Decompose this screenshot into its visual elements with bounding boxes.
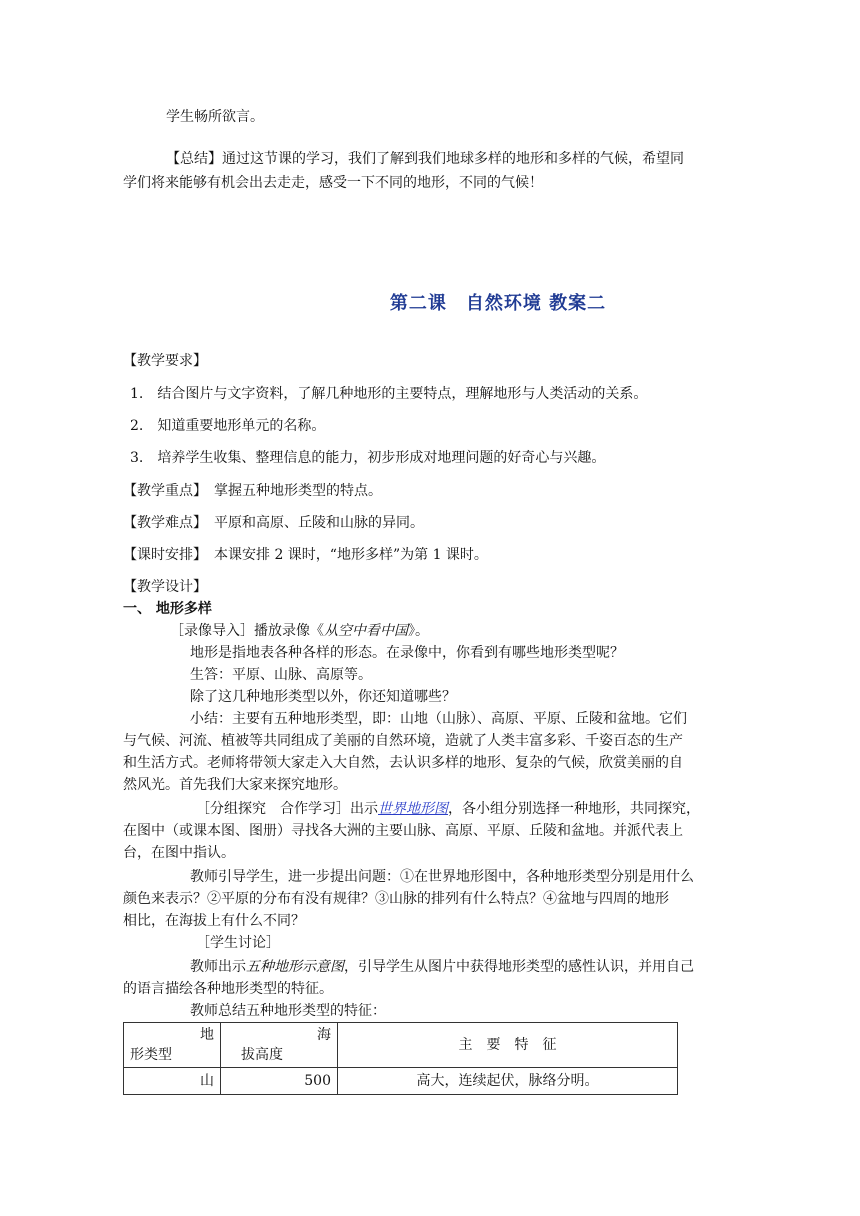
- section-heading: 一、 地形多样: [123, 601, 212, 617]
- video-intro: ［录像导入］播放录像《从空中看中国》。: [170, 623, 429, 639]
- five-terrain-diagram-ref: 五种地形示意图: [246, 959, 344, 975]
- cell-terrain: 山: [124, 1068, 221, 1095]
- header-altitude: 海 拔高度: [221, 1023, 338, 1068]
- summary-para-3: 和生活方式。老师将带领大家走入大自然，去认识多样的地形、复杂的气候，欣赏美丽的自: [123, 755, 683, 771]
- teacher-question-1: 教师引导学生，进一步提出问题：①在世界地形图中，各种地形类型分别是用什么: [190, 869, 694, 885]
- question-1: 地形是指地表各种各样的形态。在录像中，你看到有哪些地形类型呢？: [190, 645, 624, 661]
- student-discussion: ［学生讨论］: [196, 935, 280, 951]
- summary-line-2: 学们将来能够有机会出去走走，感受一下不同的地形，不同的气候！: [123, 175, 543, 191]
- teacher-shows-line-2: 的语言描绘各种地形类型的特征。: [123, 981, 333, 997]
- teacher-summary-lead: 教师总结五种地形类型的特征：: [190, 1003, 386, 1019]
- table-row: [124, 1068, 678, 1095]
- summary-para-1: 小结：主要有五种地形类型，即：山地（山脉）、高原、平原、丘陵和盆地。它们: [190, 711, 687, 727]
- world-terrain-map-link[interactable]: 世界地形图: [378, 801, 448, 817]
- header-features: 主 要 特 征: [338, 1023, 678, 1068]
- summary-para-2: 与气候、河流、植被等共同组成了美丽的自然环境，造就了人类丰富多彩、千姿百态的生产: [123, 733, 683, 749]
- summary-para-4: 然风光。首先我们大家来探究地形。: [123, 777, 347, 793]
- text-line: 学生畅所欲言。: [166, 109, 264, 125]
- header-terrain-type: 地 形类型: [124, 1023, 221, 1068]
- teacher-question-3: 相比，在海拔上有什么不同？: [123, 913, 305, 929]
- group-study-line-2: 在图中（或课本图、图册）寻找各大洲的主要山脉、高原、平原、丘陵和盆地。并派代表上: [123, 823, 683, 839]
- answer-1: 生答：平原、山脉、高原等。: [190, 667, 372, 683]
- group-study-line-3: 台，在图中指认。: [123, 845, 235, 861]
- summary-line-1: 【总结】通过这节课的学习，我们了解到我们地球多样的地形和多样的气候，希望同: [166, 151, 684, 167]
- terrain-features-table: [123, 1022, 678, 1095]
- requirement-item-2: 2. 知道重要地形单元的名称。: [130, 418, 326, 434]
- requirement-item-3: 3. 培养学生收集、整理信息的能力，初步形成对地理问题的好奇心与兴趣。: [130, 450, 606, 466]
- teacher-shows-line-1: 教师出示五种地形示意图，引导学生从图片中获得地形类型的感性认识，并用自己: [190, 959, 694, 975]
- cell-altitude: 500: [221, 1068, 338, 1095]
- key-points: 【教学重点】 掌握五种地形类型的特点。: [123, 483, 382, 499]
- table-header-row: [124, 1023, 678, 1068]
- requirements-heading: 【教学要求】: [123, 353, 207, 369]
- schedule: 【课时安排】 本课安排 2 课时，“地形多样”为第 1 课时。: [123, 547, 488, 563]
- difficult-points: 【教学难点】 平原和高原、丘陵和山脉的异同。: [123, 515, 424, 531]
- cell-features: 高大，连续起伏，脉络分明。: [338, 1068, 678, 1095]
- teacher-question-2: 颜色来表示？②平原的分布有没有规律？③山脉的排列有什么特点？④盆地与四周的地形: [123, 891, 669, 907]
- lesson-title: 第二课 自然环境 教案二: [389, 293, 607, 314]
- design-heading: 【教学设计】: [123, 579, 207, 595]
- requirement-item-1: 1. 结合图片与文字资料，了解几种地形的主要特点，理解地形与人类活动的关系。: [130, 386, 648, 402]
- question-2: 除了这几种地形类型以外，你还知道哪些？: [190, 689, 456, 705]
- video-title: 从空中看中国: [324, 623, 408, 639]
- group-study-line-1: ［分组探究 合作学习］出示世界地形图，各小组分别选择一种地形，共同探究，: [196, 801, 700, 817]
